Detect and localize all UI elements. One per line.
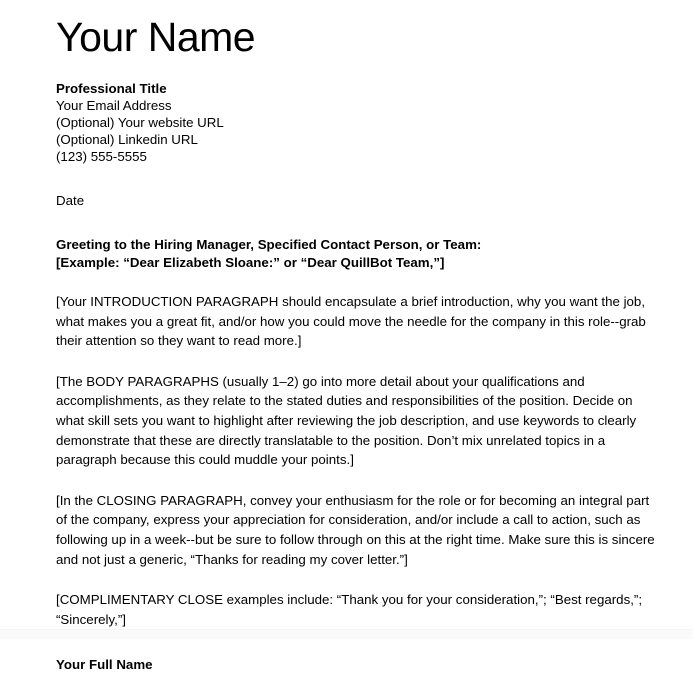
contact-block xyxy=(56,80,660,165)
letter-content xyxy=(56,0,660,673)
greeting-example-line: [Example: “Dear Elizabeth Sloane:” or “Dear QuillBot Team,”] xyxy=(56,254,445,270)
closing-paragraph: [In the CLOSING PARAGRAPH, convey your enthusiasm for the role or for becoming an integral part of the company, express your appreciation for consideration, and/or include a call to action, such as following up in a week--but be sure to follow through on this at the right time. Make sure this is sincere and not just a generic, “Thanks for reading my cover letter.”] xyxy=(56,492,655,567)
linkedin-line: (Optional) Linkedin URL xyxy=(56,132,198,147)
signature-line: Your Full Name xyxy=(56,657,153,673)
date-line: Date xyxy=(56,193,85,208)
body-paragraph: [The BODY PARAGRAPHS (usually 1–2) go into more detail about your qualifications and accomplishments, as they relate to the stated duties and responsibilities of the position. Decide on what skill sets you want to highlight after reviewing the job description, and use keywords to clearly demonstrate that these are directly translatable to the position. Don’t mix unrelated topics in a paragraph because this could muddle your points.] xyxy=(56,373,637,468)
phone-line: (123) 555-5555 xyxy=(56,149,147,164)
professional-title: Professional Title xyxy=(56,81,167,96)
greeting-line: Greeting to the Hiring Manager, Specified Contact Person, or Team: xyxy=(56,237,482,252)
page-bottom-edge xyxy=(0,629,693,639)
website-line: (Optional) Your website URL xyxy=(56,115,224,130)
greeting-block xyxy=(56,236,660,271)
email-line: Your Email Address xyxy=(56,98,172,113)
complimentary-close-paragraph: [COMPLIMENTARY CLOSE examples include: “Thank you for your consideration,”; “Best regards,”; “Sincerely,”] xyxy=(56,592,643,627)
page-title: Your Name xyxy=(56,14,256,60)
introduction-paragraph: [Your INTRODUCTION PARAGRAPH should encapsulate a brief introduction, why you want the job, what makes you a great fit, and/or how you could move the needle for the company in this role--grab their attention so they want to read more.] xyxy=(56,294,646,349)
